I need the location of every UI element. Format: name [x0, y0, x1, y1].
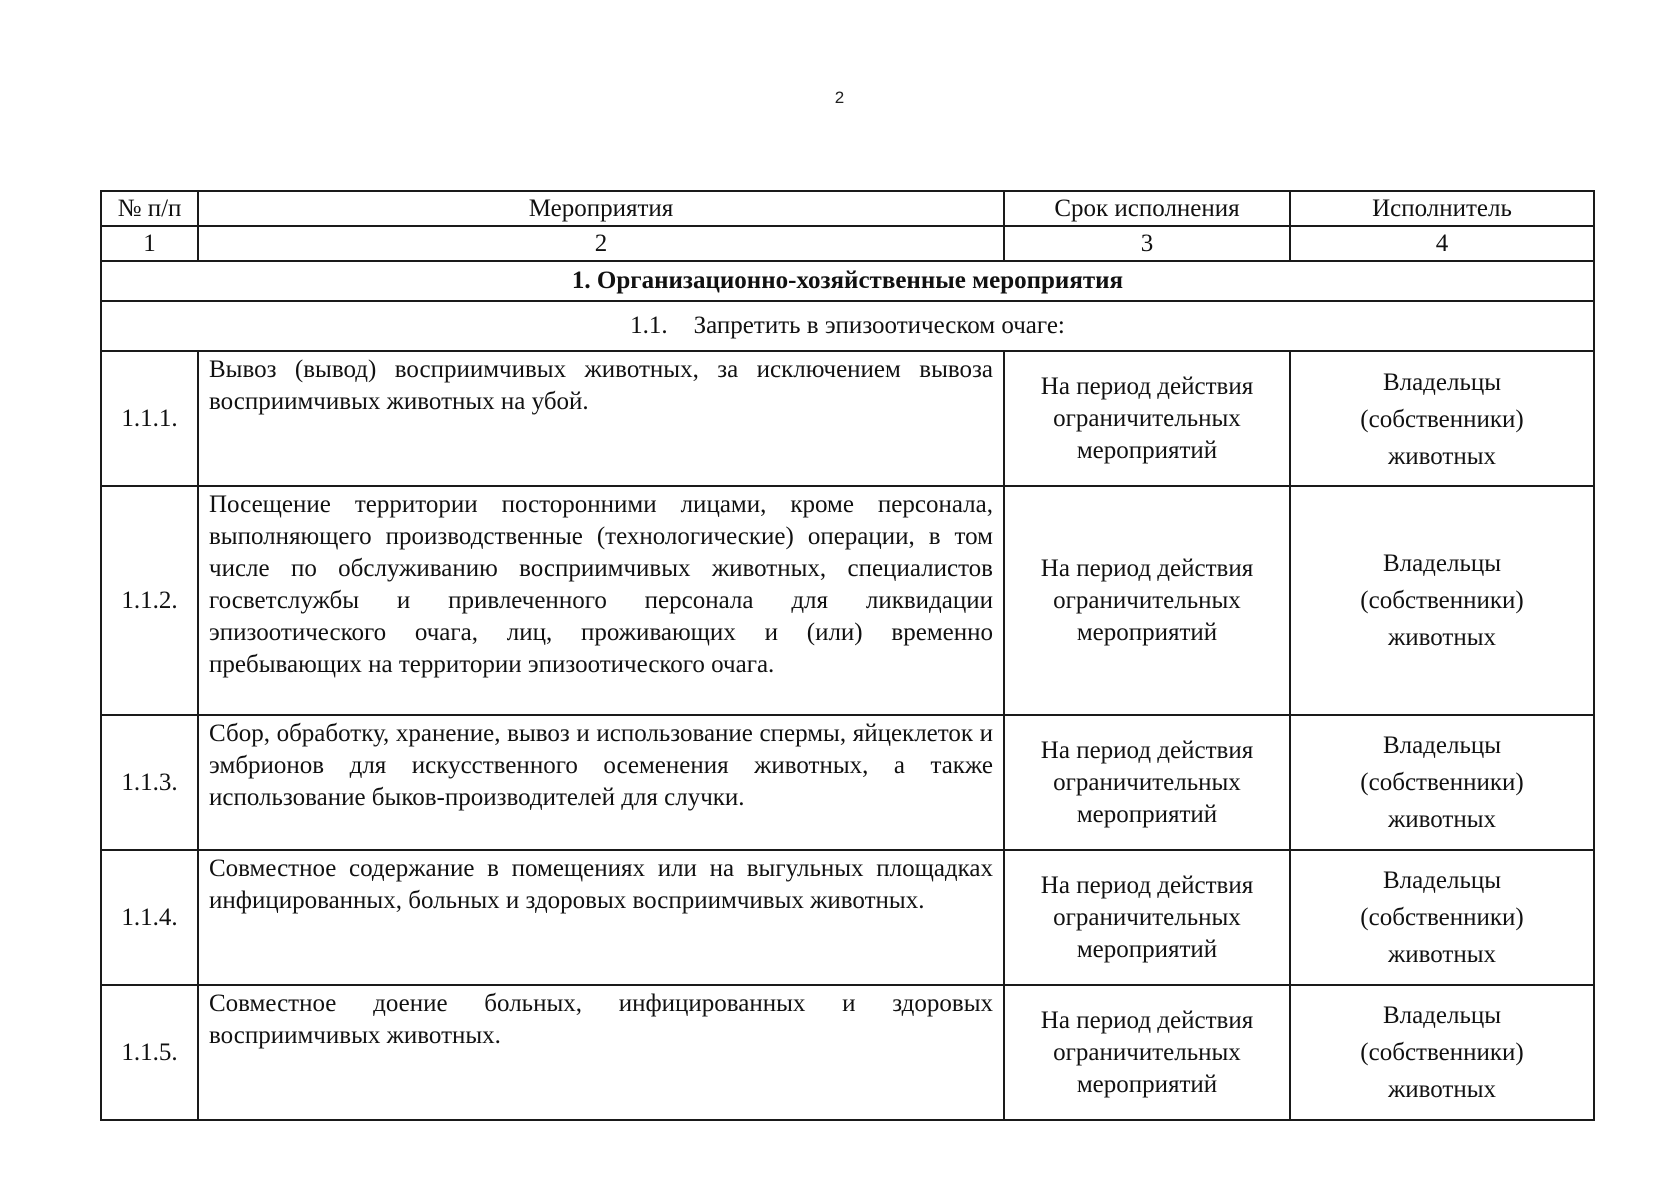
header-term: Срок исполнения: [1004, 191, 1290, 226]
executor-line: животных: [1387, 443, 1497, 470]
row-measure-text: Посещение территории посторонними лицами, кроме персонала, выполняющего производственные (технологические) операции, в том числе по обслуживанию восприимчивых животных, специалистов госветслужбы и привлеченного персонала для ликвидации эпизоотического очага, лиц, проживающих и (или) временно пребывающих на территории эпизоотического очага.: [198, 486, 1004, 715]
executor-line: (собственники): [1360, 769, 1524, 796]
row-term: [1004, 351, 1290, 486]
executor-line: Владельцы: [1382, 732, 1502, 759]
column-number-4: 4: [1290, 226, 1594, 261]
row-number: 1.1.5.: [101, 985, 198, 1120]
row-number: 1.1.3.: [101, 715, 198, 850]
subsection-title: Запретить в эпизоотическом очаге:: [693, 312, 1065, 339]
row-measure-text: Сбор, обработку, хранение, вывоз и использование спермы, яйцеклеток и эмбрионов для искусственного осеменения животных, а также использование быков-производителей для случки.: [198, 715, 1004, 850]
term-line: мероприятий: [1076, 1070, 1218, 1098]
executor-line: (собственники): [1360, 406, 1524, 433]
executor-line: Владельцы: [1382, 369, 1502, 396]
term-line: ограничительных: [1053, 768, 1241, 796]
term-line: ограничительных: [1053, 903, 1241, 931]
row-executor: [1290, 486, 1594, 715]
term-line: мероприятий: [1076, 935, 1218, 963]
row-number: 1.1.2.: [101, 486, 198, 715]
measures-table: [100, 190, 1595, 1121]
term-line: На период действия: [1040, 554, 1254, 582]
section-title: 1. Организационно-хозяйственные мероприятия: [101, 261, 1594, 301]
executor-line: животных: [1387, 624, 1497, 651]
row-number: 1.1.1.: [101, 351, 198, 486]
row-measure-text: Совместное доение больных, инфицированных и здоровых восприимчивых животных.: [198, 985, 1004, 1120]
term-line: мероприятий: [1076, 618, 1218, 646]
row-term: [1004, 715, 1290, 850]
row-executor: [1290, 985, 1594, 1120]
executor-line: (собственники): [1360, 904, 1524, 931]
row-executor: [1290, 351, 1594, 486]
executor-line: Владельцы: [1382, 867, 1502, 894]
table-row: [101, 486, 1594, 715]
header-row: [101, 191, 1594, 226]
term-line: мероприятий: [1076, 800, 1218, 828]
executor-line: Владельцы: [1382, 1002, 1502, 1029]
term-line: ограничительных: [1053, 1038, 1241, 1066]
executor-line: животных: [1387, 941, 1497, 968]
row-measure-text: Вывоз (вывод) восприимчивых животных, за исключением вывоза восприимчивых животных на убой.: [198, 351, 1004, 486]
row-term: [1004, 985, 1290, 1120]
row-measure-text: Совместное содержание в помещениях или на выгульных площадках инфицированных, больных и здоровых восприимчивых животных.: [198, 850, 1004, 985]
executor-line: Владельцы: [1382, 550, 1502, 577]
table-row: [101, 715, 1594, 850]
term-line: ограничительных: [1053, 586, 1241, 614]
term-line: мероприятий: [1076, 436, 1218, 464]
executor-line: животных: [1387, 1076, 1497, 1103]
section-row: [101, 261, 1594, 301]
header-number: № п/п: [101, 191, 198, 226]
term-line: На период действия: [1040, 1006, 1254, 1034]
subsection-number: 1.1.: [630, 312, 668, 339]
executor-line: (собственники): [1360, 1039, 1524, 1066]
subsection-cell: [101, 301, 1594, 351]
term-line: На период действия: [1040, 736, 1254, 764]
page-number: 2: [834, 88, 845, 107]
column-number-3: 3: [1004, 226, 1290, 261]
table-row: [101, 351, 1594, 486]
subsection-row: [101, 301, 1594, 351]
executor-line: (собственники): [1360, 587, 1524, 614]
row-number: 1.1.4.: [101, 850, 198, 985]
row-executor: [1290, 850, 1594, 985]
executor-line: животных: [1387, 806, 1497, 833]
row-executor: [1290, 715, 1594, 850]
term-line: На период действия: [1040, 372, 1254, 400]
column-number-2: 2: [198, 226, 1004, 261]
table-row: [101, 850, 1594, 985]
term-line: ограничительных: [1053, 404, 1241, 432]
row-term: [1004, 850, 1290, 985]
header-executor: Исполнитель: [1290, 191, 1594, 226]
row-term: [1004, 486, 1290, 715]
term-line: На период действия: [1040, 871, 1254, 899]
header-measures: Мероприятия: [198, 191, 1004, 226]
column-number-1: 1: [101, 226, 198, 261]
column-numbers-row: [101, 226, 1594, 261]
table-row: [101, 985, 1594, 1120]
